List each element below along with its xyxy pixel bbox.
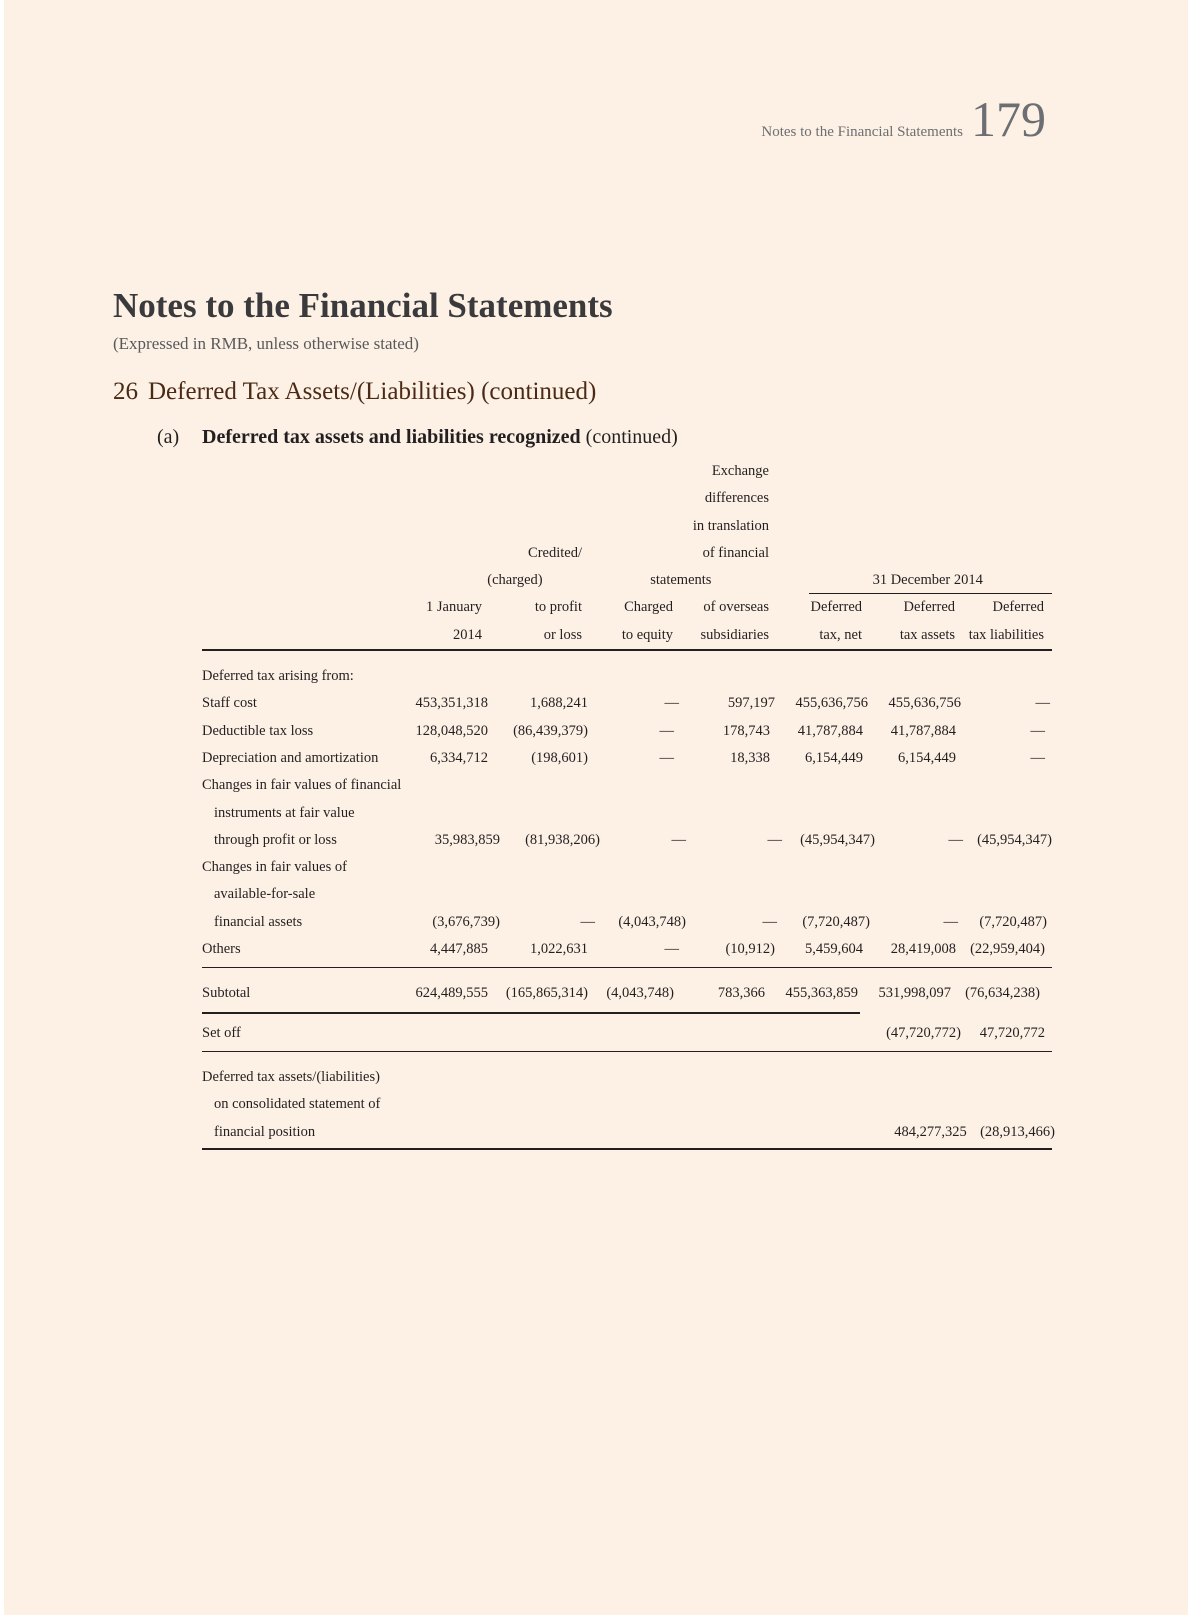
header-deferred-liabilities-line: tax liabilities xyxy=(968,626,1044,643)
row-value: 6,154,449 xyxy=(898,749,956,766)
final-label-line: Deferred tax assets/(liabilities) xyxy=(202,1068,380,1085)
final-liabilities: (28,913,466) xyxy=(980,1123,1056,1140)
header-credited-line: Credited/ xyxy=(528,544,582,561)
table-header-row xyxy=(202,485,1052,512)
row-value: (198,601) xyxy=(531,749,588,766)
deferred-tax-table xyxy=(202,458,1056,1150)
row-label: financial assets xyxy=(214,913,303,930)
page-number: 179 xyxy=(971,91,1046,147)
row-value: — xyxy=(1030,722,1045,739)
header-credited-line: to profit xyxy=(534,599,582,616)
table-row xyxy=(202,772,1052,799)
row-value: — xyxy=(580,913,595,930)
subtotal-value: (165,865,314) xyxy=(505,985,588,1002)
subtotal-value: 455,363,859 xyxy=(785,985,858,1002)
subtotal-value: (4,043,748) xyxy=(606,985,674,1002)
table-row xyxy=(202,690,1052,717)
table-section-label: Deferred tax arising from: xyxy=(202,668,354,685)
subtotal-rule xyxy=(202,1012,1052,1014)
header-exchange-line: Exchange xyxy=(711,463,769,479)
subsection-letter: (a) xyxy=(157,426,180,448)
row-value: (7,720,487) xyxy=(802,913,870,930)
final-row xyxy=(202,1119,1056,1146)
section-title: Deferred Tax Assets/(Liabilities) (continued) xyxy=(148,378,597,405)
table-row xyxy=(202,800,1052,827)
row-value: 455,636,756 xyxy=(795,695,868,712)
table-row xyxy=(202,909,1052,936)
row-value: (86,439,379) xyxy=(513,722,588,739)
row-value: — xyxy=(664,941,679,958)
header-exchange-line: differences xyxy=(704,490,769,507)
header-deferred-net-line: Deferred xyxy=(810,599,862,616)
table-body xyxy=(202,690,1052,963)
row-label: Others xyxy=(202,941,241,958)
table-header-row xyxy=(202,567,1052,594)
setoff-row xyxy=(202,1020,1052,1047)
row-value: (81,938,206) xyxy=(525,831,600,848)
header-deferred-assets-line: tax assets xyxy=(899,626,955,643)
row-value: — xyxy=(762,913,777,930)
header-credited-line: (charged) xyxy=(487,572,543,589)
header-charged-line: Charged xyxy=(624,599,673,616)
row-label: through profit or loss xyxy=(214,831,337,848)
setoff-label: Set off xyxy=(202,1024,241,1041)
row-label: Deductible tax loss xyxy=(202,722,314,739)
subtotal-value: 531,998,097 xyxy=(878,985,951,1002)
header-exchange-line: of financial xyxy=(702,544,769,561)
row-value: (4,043,748) xyxy=(618,913,686,930)
section-number: 26 xyxy=(113,378,138,405)
row-value: (7,720,487) xyxy=(979,913,1047,930)
row-value: — xyxy=(943,913,958,930)
header-charged-line: to equity xyxy=(621,626,673,643)
table-header-row xyxy=(202,622,1052,651)
table-row xyxy=(202,718,1052,745)
row-value: 6,334,712 xyxy=(430,749,488,766)
table-header-row xyxy=(202,540,1052,567)
row-value: — xyxy=(659,722,674,739)
header-deferred-assets-line: Deferred xyxy=(903,599,955,616)
subtotal-label: Subtotal xyxy=(202,985,251,1002)
table-row xyxy=(202,936,1052,963)
header-exchange-line: subsidiaries xyxy=(700,626,769,643)
header-january-line: 2014 xyxy=(453,626,482,643)
table-header-row xyxy=(202,458,1052,485)
row-label: available-for-sale xyxy=(214,886,316,903)
row-value: 178,743 xyxy=(722,722,770,739)
header-credited-line: or loss xyxy=(543,626,582,643)
setoff-liabilities: 47,720,772 xyxy=(979,1024,1045,1041)
row-value: — xyxy=(767,831,782,848)
row-value: — xyxy=(664,695,679,712)
final-label-line: financial position xyxy=(214,1123,316,1140)
section-heading xyxy=(113,378,596,406)
row-value: (22,959,404) xyxy=(970,941,1045,958)
header-exchange-line: in translation xyxy=(692,517,769,534)
table-row xyxy=(202,827,1052,854)
row-value: 35,983,859 xyxy=(434,831,500,848)
row-value: 4,447,885 xyxy=(430,941,488,958)
row-value: 41,787,884 xyxy=(797,722,863,739)
subsection-heading xyxy=(157,426,678,449)
subtotal-value: 624,489,555 xyxy=(415,985,488,1002)
row-value: — xyxy=(948,831,963,848)
header-exchange-line: of overseas xyxy=(703,599,769,616)
table-header-row xyxy=(202,513,1052,540)
row-value: — xyxy=(671,831,686,848)
row-label: instruments at fair value xyxy=(214,804,355,821)
subtotal-value: (76,634,238) xyxy=(965,985,1040,1002)
row-value: (10,912) xyxy=(725,941,775,958)
setoff-assets: (47,720,772) xyxy=(886,1024,961,1041)
row-value: 455,636,756 xyxy=(888,695,961,712)
row-value: 1,022,631 xyxy=(530,941,588,958)
row-value: 597,197 xyxy=(727,695,775,712)
row-value: 28,419,008 xyxy=(890,941,956,958)
row-value: 128,048,520 xyxy=(415,722,488,739)
subtotal-row xyxy=(202,980,1052,1007)
row-value: 41,787,884 xyxy=(890,722,956,739)
row-value: — xyxy=(659,749,674,766)
row-value: — xyxy=(1030,749,1045,766)
row-value: 5,459,604 xyxy=(805,941,863,958)
header-january-line: 1 January xyxy=(426,599,482,616)
row-value: 1,688,241 xyxy=(530,695,588,712)
row-value: — xyxy=(1035,695,1050,712)
row-value: (45,954,347) xyxy=(800,831,875,848)
subtotal-value: 783,366 xyxy=(717,985,765,1002)
final-assets: 484,277,325 xyxy=(894,1123,967,1140)
running-header xyxy=(761,91,1046,147)
row-label: Changes in fair values of xyxy=(202,859,347,876)
row-label: Changes in fair values of financial xyxy=(202,777,402,794)
table-row xyxy=(202,745,1052,772)
row-value: 453,351,318 xyxy=(415,695,488,712)
row-label: Staff cost xyxy=(202,695,257,712)
final-row xyxy=(202,1064,1052,1091)
header-deferred-net-line: tax, net xyxy=(819,626,862,643)
final-row xyxy=(202,1091,1052,1118)
header-exchange-line: statements xyxy=(650,572,712,589)
page xyxy=(4,0,1188,1615)
page-title: Notes to the Financial Statements xyxy=(113,286,613,325)
subsection-suffix: (continued) xyxy=(580,426,678,448)
running-header-title: Notes to the Financial Statements xyxy=(761,124,963,140)
table-row xyxy=(202,854,1052,881)
row-value: (45,954,347) xyxy=(977,831,1052,848)
subsection-title: Deferred tax assets and liabilities recognized xyxy=(202,426,581,448)
table-header-row xyxy=(202,594,1052,621)
row-value: 6,154,449 xyxy=(805,749,863,766)
row-value: 18,338 xyxy=(730,749,770,766)
row-label: Depreciation and amortization xyxy=(202,749,379,766)
final-label-line: on consolidated statement of xyxy=(214,1096,381,1113)
header-span-date: 31 December 2014 xyxy=(803,567,1052,594)
row-value: (3,676,739) xyxy=(432,913,500,930)
page-subtitle: (Expressed in RMB, unless otherwise stated) xyxy=(113,334,419,353)
header-deferred-liabilities-line: Deferred xyxy=(992,599,1044,616)
table-row xyxy=(202,881,1052,908)
